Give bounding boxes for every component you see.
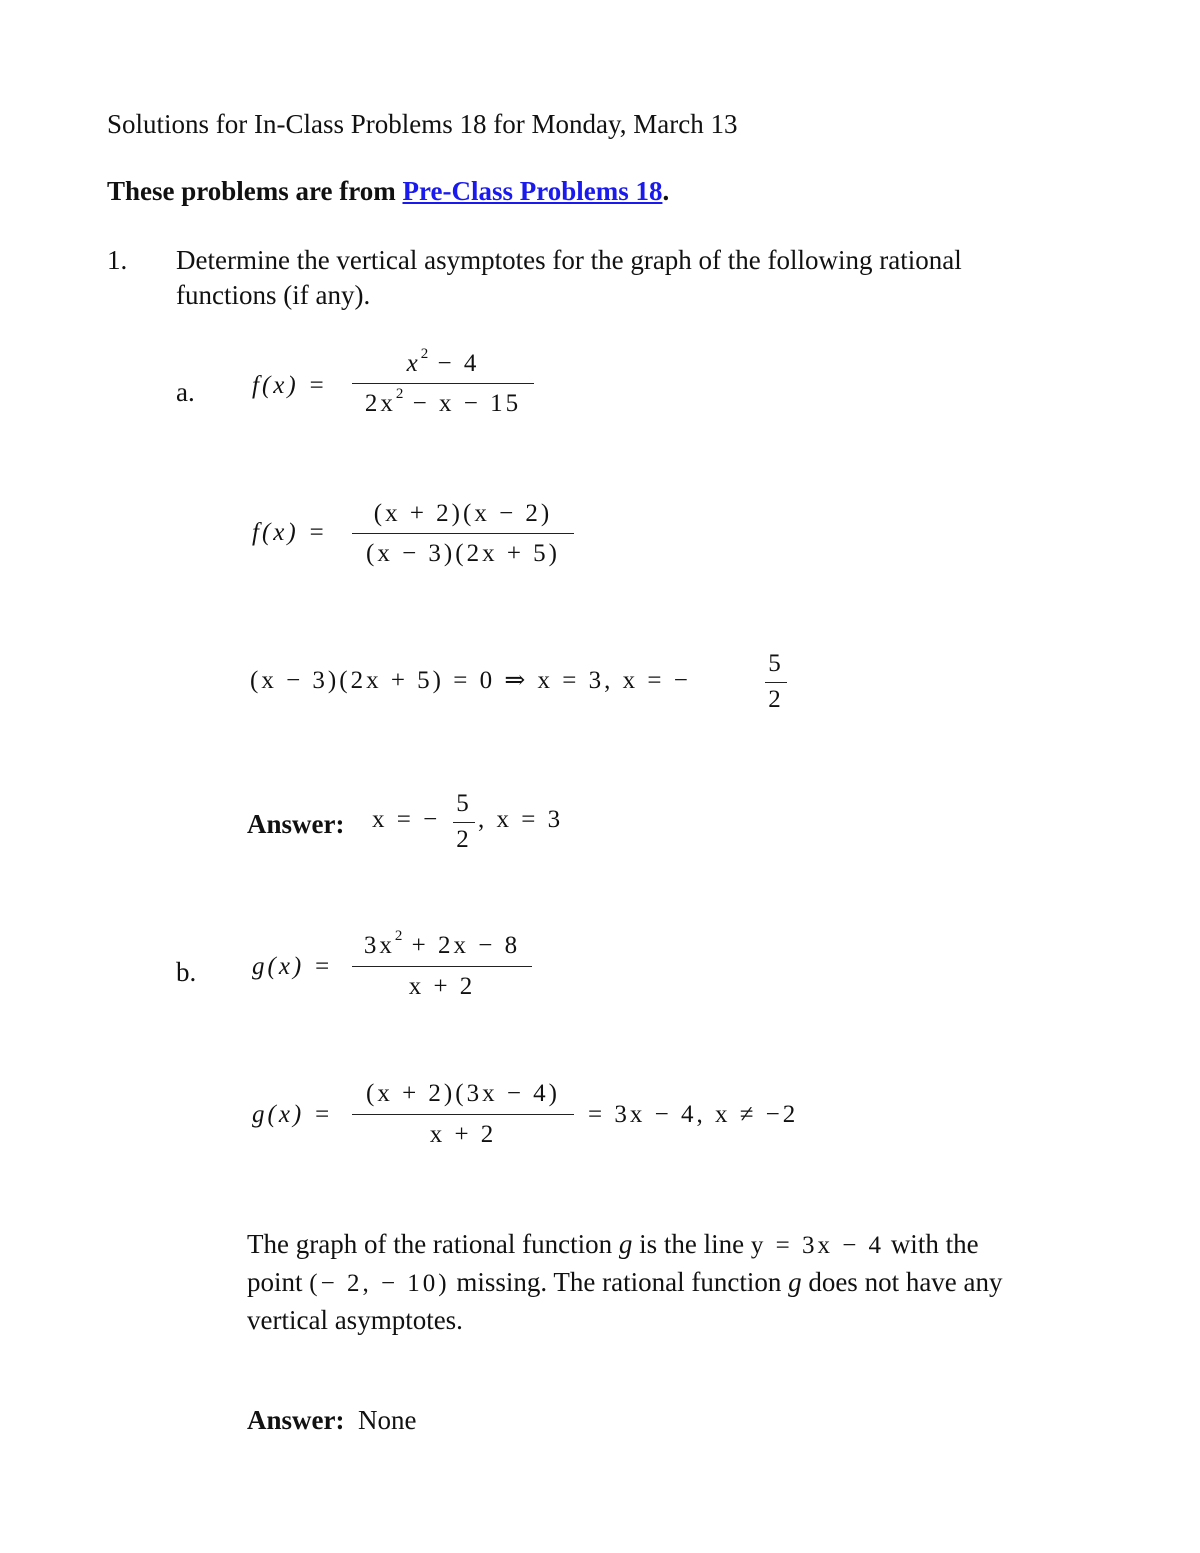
problem-number: 1. — [107, 245, 128, 275]
source-line — [107, 175, 669, 207]
part-a-answer-label: Answer: — [247, 809, 345, 839]
page-title: Solutions for In-Class Problems 18 for Monday, March 13 — [107, 109, 738, 139]
part-b-explanation-line2: point (− 2, − 10) missing. The rational function g does not have any — [247, 1267, 1003, 1297]
source-prefix: These problems are from — [107, 176, 403, 206]
part-a-factored-lhs: f(x) = — [252, 519, 328, 546]
part-a-factored-denominator: (x − 3)(2x + 5) — [366, 540, 560, 567]
fraction-bar — [352, 533, 574, 534]
part-b-answer-label: Answer: — [247, 1405, 345, 1435]
part-b-factored-lhs: g(x) = — [252, 1101, 334, 1128]
fraction-bar — [352, 966, 532, 967]
part-a-answer-post: , x = 3 — [478, 806, 564, 833]
fraction-numerator: 5 — [456, 790, 472, 817]
part-a-def-numerator: $x^2 - 4$ — [406, 346, 480, 377]
part-a-answer-fraction — [453, 788, 475, 860]
part-b-simplified: = 3x − 4, x ≠ −2 — [588, 1101, 799, 1128]
part-a-factored-fraction — [352, 498, 574, 574]
problem-prompt-line1: Determine the vertical asymptotes for the graph of the following rational — [176, 245, 962, 275]
part-b-definition-fraction — [352, 930, 532, 1006]
part-b-answer — [247, 1404, 416, 1436]
part-b-answer-value: None — [357, 1405, 417, 1435]
source-suffix: . — [662, 176, 670, 206]
part-b-def-denominator: x + 2 — [408, 973, 476, 1000]
part-a-answer-pre: x = − — [372, 806, 441, 833]
part-a-definition-fraction — [352, 348, 534, 424]
part-a-solve-fraction — [765, 648, 787, 720]
fraction-numerator: 5 — [768, 650, 784, 677]
fraction-denominator: 2 — [768, 686, 784, 713]
part-b-factored-denominator: x + 2 — [429, 1121, 497, 1148]
fraction-bar — [352, 383, 534, 384]
part-b-factored-fraction — [352, 1078, 574, 1154]
part-a-lhs: f(x) = — [252, 372, 328, 399]
fraction-bar — [352, 1114, 574, 1115]
part-a-solve-expression: (x − 3)(2x + 5) = 0 ⇒ x = 3, x = − — [250, 667, 691, 694]
part-b-label: b. — [176, 957, 197, 987]
part-b-explanation-line1: The graph of the rational function g is the line y = 3x − 4 with the — [247, 1229, 979, 1259]
part-a-label: a. — [176, 377, 195, 407]
part-b-lhs: g(x) = — [252, 953, 334, 980]
part-a-def-denominator: $2x^2 - x - 15$ — [364, 386, 522, 417]
part-b-explanation-line3: vertical asymptotes. — [247, 1305, 463, 1335]
problem-prompt-line2: functions (if any). — [176, 280, 371, 310]
fraction-bar — [453, 822, 475, 823]
fraction-denominator: 2 — [456, 826, 472, 853]
fraction-bar — [765, 682, 787, 683]
part-b-def-numerator: $3x^2 + 2x - 8$ — [363, 928, 521, 959]
part-a-factored-numerator: (x + 2)(x − 2) — [373, 500, 553, 527]
pre-class-problems-link[interactable]: Pre-Class Problems 18 — [402, 176, 663, 206]
part-b-factored-numerator: (x + 2)(3x − 4) — [366, 1080, 560, 1107]
